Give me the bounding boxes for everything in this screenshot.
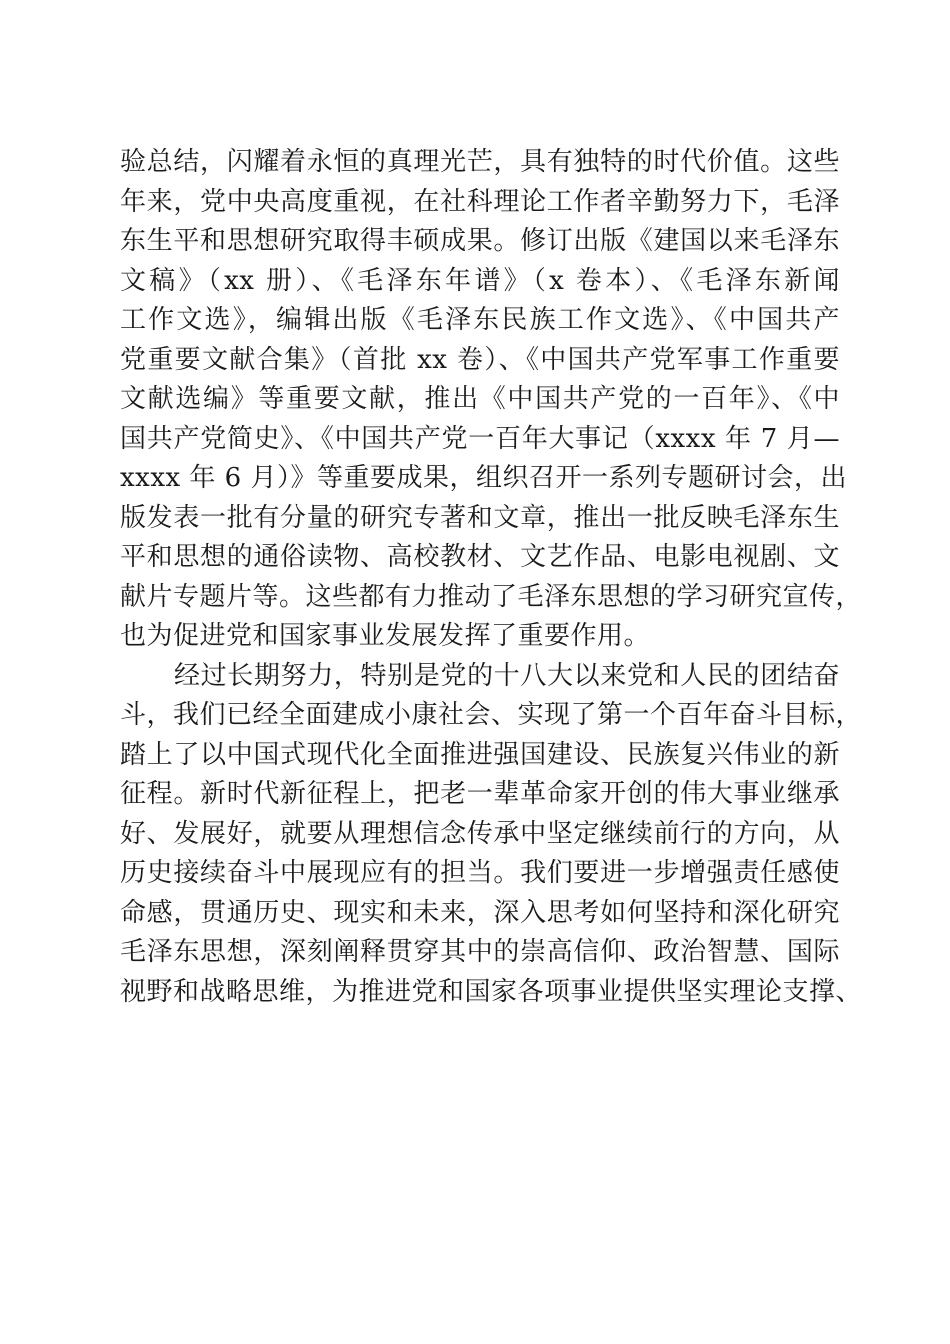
text-line: 斗，我们已经全面建成小康社会、实现了第一个百年奋斗目标， [120, 700, 863, 730]
text-line: 年来，党中央高度重视，在社科理论工作者辛勤努力下，毛泽 [120, 186, 840, 217]
text-line: 工作文选》，编辑出版《毛泽东民族工作文选》、《中国共产 [120, 305, 840, 335]
text-line: 征程。新时代新征程上，把老一辈革命家开创的伟大事业继承 [120, 779, 840, 809]
text-line: 验总结，闪耀着永恒的真理光芒，具有独特的时代价值。这些 [120, 147, 840, 177]
body-text [120, 143, 863, 1012]
text-line: 文稿》（xx 册）、《毛泽东年谱》（x 卷本）、《毛泽东新闻 [120, 265, 840, 296]
text-line: 东生平和思想研究取得丰硕成果。修订出版《建国以来毛泽东 [120, 226, 840, 256]
text-line: 毛泽东思想，深刻阐释贯穿其中的崇高信仰、政治智慧、国际 [120, 937, 840, 967]
text-line: 版发表一批有分量的研究专著和文章，推出一批反映毛泽东生 [120, 502, 840, 533]
text-line: 踏上了以中国式现代化全面推进强国建设、民族复兴伟业的新 [120, 739, 840, 770]
text-line: 国共产党简史》、《中国共产党一百年大事记（xxxx 年 7 月— [120, 423, 840, 454]
text-line: 也为促进党和国家事业发展发挥了重要作用。 [120, 621, 651, 651]
text-line: 视野和战略思维，为推进党和国家各项事业提供坚实理论支撑、 [120, 976, 863, 1007]
text-line: 历史接续奋斗中展现应有的担当。我们要进一步增强责任感使 [120, 858, 840, 888]
text-line: 平和思想的通俗读物、高校教材、文艺作品、电影电视剧、文 [120, 542, 840, 572]
text-line: 献片专题片等。这些都有力推动了毛泽东思想的学习研究宣传， [120, 581, 863, 612]
text-line: 党重要文献合集》（首批 xx 卷）、《中国共产党军事工作重要 [120, 344, 840, 375]
text-line: 命感，贯通历史、现实和未来，深入思考如何坚持和深化研究 [120, 897, 840, 928]
text-line: 经过长期努力，特别是党的十八大以来党和人民的团结奋 [174, 660, 840, 691]
paragraph-2 [120, 657, 863, 1013]
text-line: xxxx 年 6 月）》等重要成果，组织召开一系列专题研讨会，出 [120, 463, 847, 493]
text-line: 好、发展好，就要从理想信念传承中坚定继续前行的方向，从 [120, 818, 840, 849]
text-line: 文献选编》等重要文献，推出《中国共产党的一百年》、《中 [120, 384, 840, 414]
paragraph-1 [120, 143, 863, 657]
